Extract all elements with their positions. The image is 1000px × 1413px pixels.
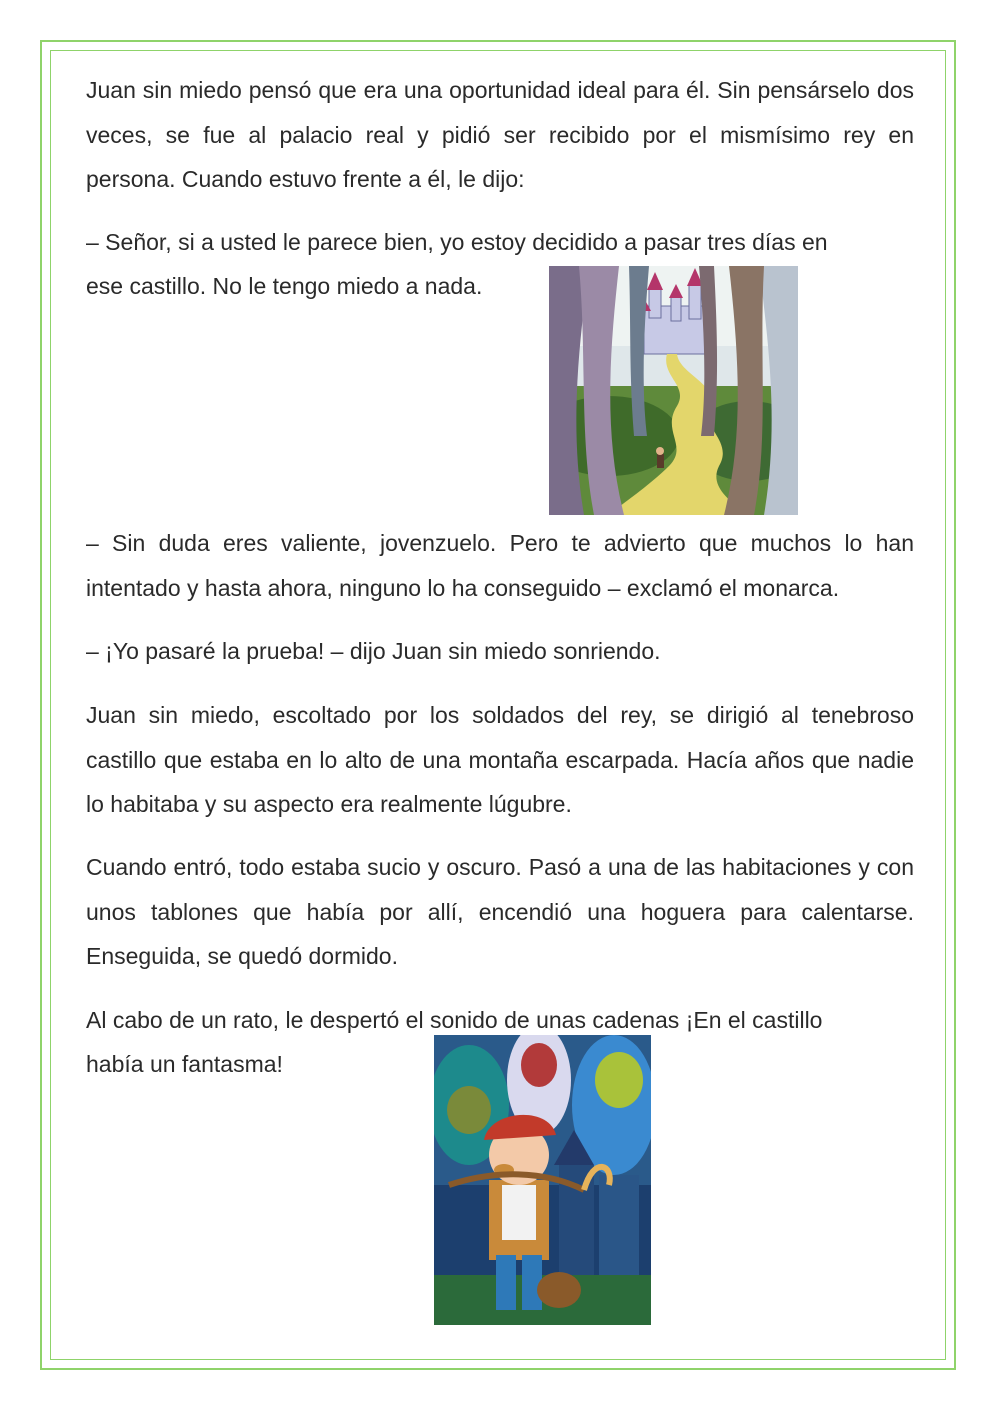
ghosts-boy-illustration [434,1035,651,1325]
paragraph-3: – Sin duda eres valiente, jovenzuelo. Pero te advierto que muchos lo han intentado y hasta ahora, ninguno lo ha conseguido – exclamó el monarca. [86,530,914,601]
paragraph-1: Juan sin miedo pensó que era una oportunidad ideal para él. Sin pensárselo dos veces, se fue al palacio real y pidió ser recibido por el mismísimo rey en persona. Cuando estuvo frente a él, le dijo: [86,77,914,192]
paragraph-7-line-1: Al cabo de un rato, le despertó el sonido de unas cadenas ¡En el castillo [86,1007,823,1033]
paragraph-6: Cuando entró, todo estaba sucio y oscuro. Pasó a una de las habitaciones y con unos tablones que había por allí, encendió una hoguera para calentarse. Enseguida, se quedó dormido. [86,854,914,969]
paragraph-7-line-2: había un fantasma! [86,1051,283,1077]
forest-castle-illustration [549,266,798,515]
paragraph-2-line-2: ese castillo. No le tengo miedo a nada. [86,273,483,299]
paragraph-4: – ¡Yo pasaré la prueba! – dijo Juan sin miedo sonriendo. [86,638,661,664]
paragraph-2-line-1: – Señor, si a usted le parece bien, yo estoy decidido a pasar tres días en [86,229,828,255]
paragraph-5: Juan sin miedo, escoltado por los soldados del rey, se dirigió al tenebroso castillo que estaba en lo alto de una montaña escarpada. Hacía años que nadie lo habitaba y su aspecto era realmente lúgubre. [86,702,914,817]
